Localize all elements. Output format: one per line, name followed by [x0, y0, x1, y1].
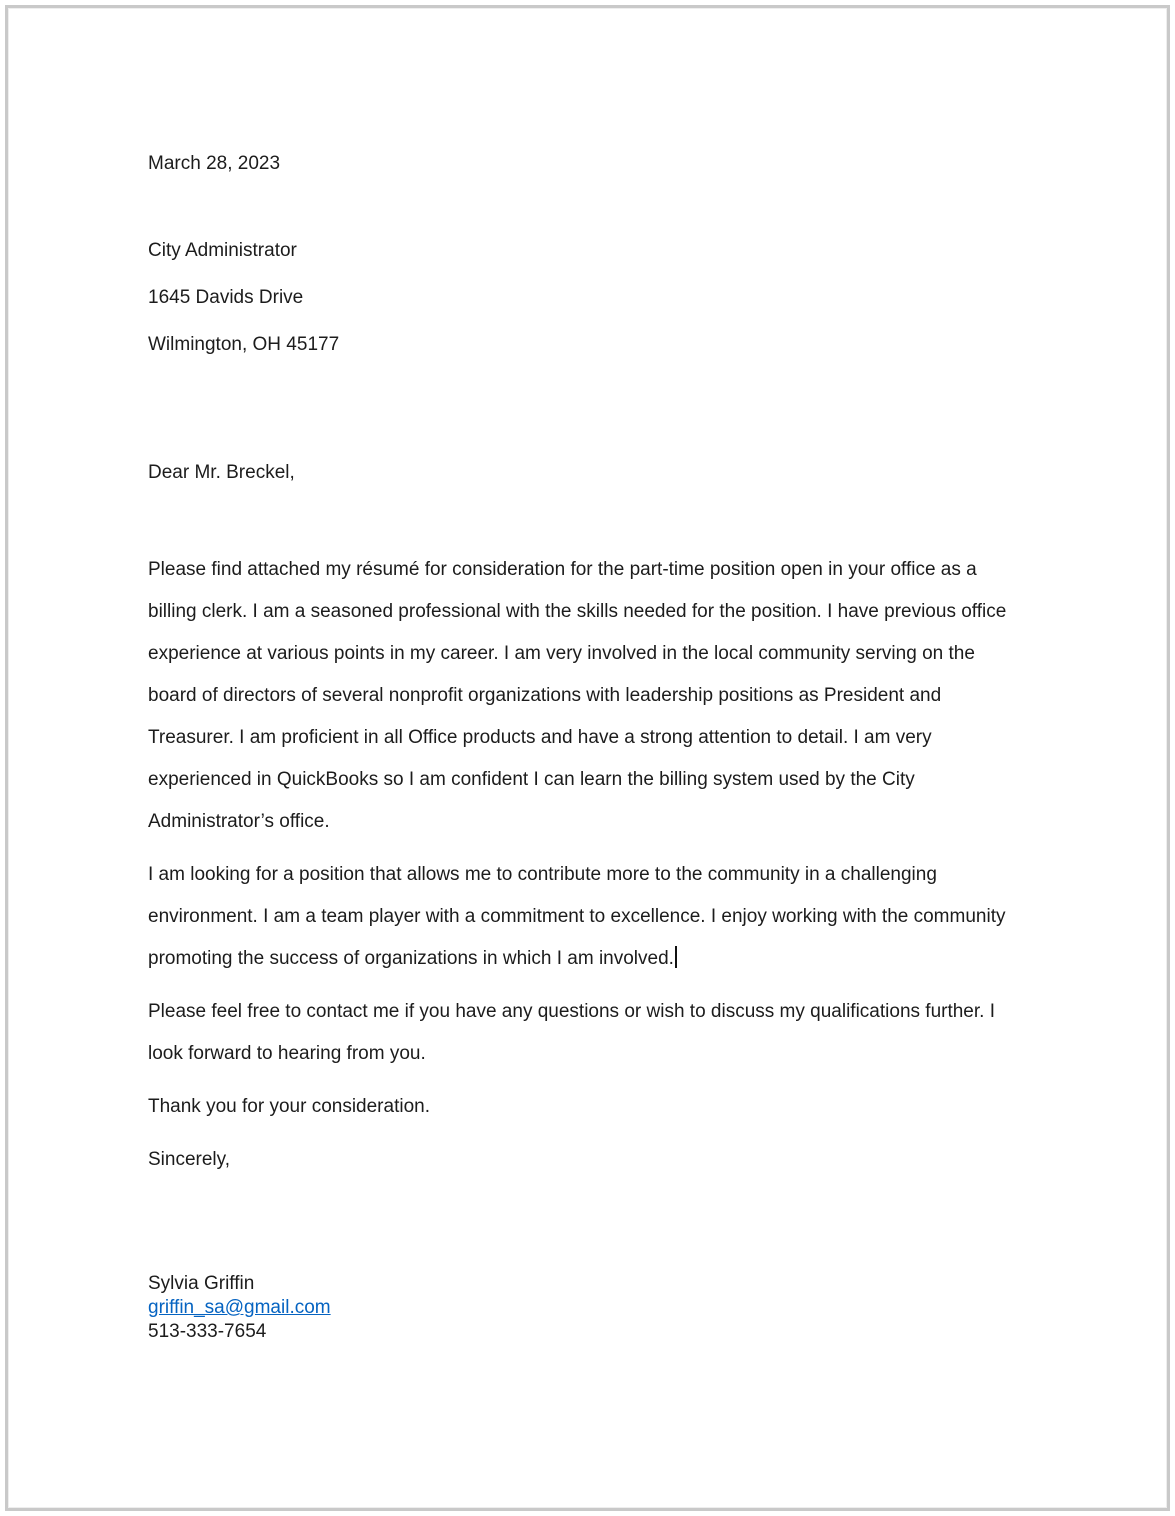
- signature-name[interactable]: Sylvia Griffin: [148, 1273, 255, 1294]
- closing[interactable]: Sincerely,: [148, 1149, 231, 1170]
- letter-content: [8, 8, 1167, 1344]
- signature-phone[interactable]: 513-333-7654: [148, 1321, 267, 1342]
- paragraph-intro[interactable]: Please find attached my résumé for consideration for the part-time position open in your office as a billing clerk. I am a seasoned professional with the skills needed for the position. I have previous office experience at various points in my career. I am very involved in the local community serving on the board of directors of several nonprofit organizations with leadership positions as President and Treasurer. I am proficient in all Office products and have a strong attention to detail. I am very experienced in QuickBooks so I am confident I can learn the billing system used by the City Administrator’s office.: [148, 559, 1007, 832]
- signature-email-line: [148, 1296, 1027, 1320]
- letter-date[interactable]: March 28, 2023: [148, 153, 281, 174]
- document-page: [5, 5, 1170, 1511]
- signature-space: [148, 1192, 1027, 1272]
- recipient-address-street[interactable]: 1645 Davids Drive: [148, 287, 304, 308]
- paragraph-contact[interactable]: Please feel free to contact me if you have any questions or wish to discuss my qualifications further. I look forward to hearing from you.: [148, 1001, 995, 1064]
- paragraph-goals-text: I am looking for a position that allows me to contribute more to the community in a challenging environment. I am a team player with a commitment to excellence. I enjoy working with the community promoting the success of organizations in which I am involved.: [148, 864, 1006, 969]
- paragraph-thanks[interactable]: Thank you for your consideration.: [148, 1096, 430, 1117]
- recipient-address-city[interactable]: Wilmington, OH 45177: [148, 334, 340, 355]
- salutation[interactable]: Dear Mr. Breckel,: [148, 462, 295, 483]
- recipient-title[interactable]: City Administrator: [148, 240, 297, 261]
- email-link[interactable]: griffin_sa@gmail.com: [148, 1297, 331, 1318]
- paragraph-goals[interactable]: [148, 854, 1027, 980]
- text-cursor: [675, 946, 677, 968]
